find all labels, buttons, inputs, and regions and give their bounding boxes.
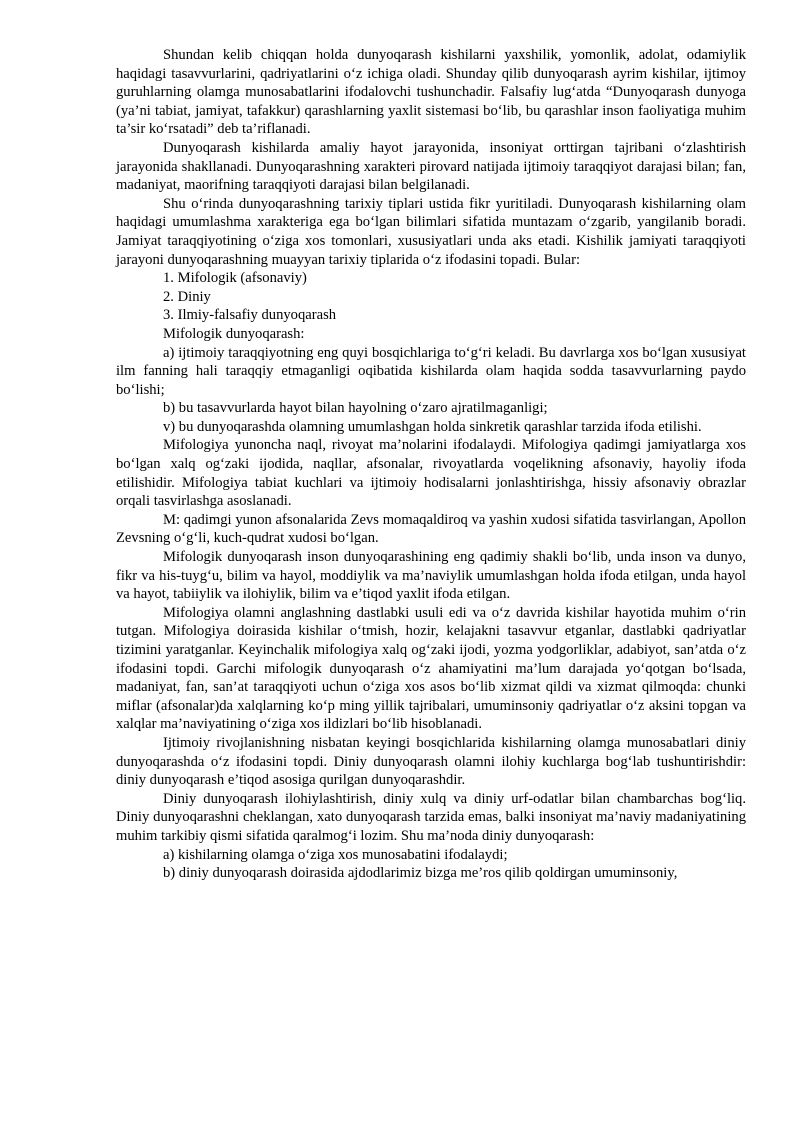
list-item-b-mythological: b) bu tasavvurlarda hayot bilan hayolning o‘zaro ajratilmaganligi;	[163, 400, 548, 417]
paragraph-worldview-definition: Shundan kelib chiqqan holda dunyoqarash kishilarni yaxshilik, yomonlik, adolat, odamiylik haqidagi tasavvurlarini, qadriyatlarini o‘z ichiga oladi. Shunday qilib dunyoqarash ayrim kishilar, ijtimoy guruhlarning olamga munosabatlarini ifodalovchi tushunchadir. Falsafiy lug‘atda “Dunyoqarash dunyoga (ya’ni tabiat, jamiyat, tafakkur) qarashlarning yaxlit sistemasi bo‘lib, bu qarashlar inson faoliyatiga muhim ta’sir ko‘rsatadi” deb ta’riflanadi.	[116, 47, 746, 138]
subheading-mythological-worldview: Mifologik dunyoqarash:	[163, 325, 305, 342]
paragraph-religious-significance: Diniy dunyoqarash ilohiylashtirish, diniy xulq va diniy urf-odatlar bilan chambarchas bog‘liq. Diniy dunyoqarashni cheklangan, xato dunyoqarash tarzida emas, balki insoniyat ma’naviy madaniyatining muhim tarkibiy qismi sifatida qaralmog‘i lozim. Shu ma’noda diniy dunyoqarash:	[116, 790, 746, 844]
paragraph-mythology-role: Mifologiya olamni anglashning dastlabki usuli edi va o‘z davrida kishilar hayotida muhim o‘rin tutgan. Mifologiya doirasida kishilar o‘tmish, hozir, kelajakni tasavvur etganlar, dastlabki qadriyatlar tizimini yaratganlar. Keyinchalik mifologiya xalq og‘zaki ijodi, yozma yodgorliklar, adabiyot, san’atda o‘z ifodasini topdi. Garchi mifologik dunyoqarash o‘z ahamiyatini ma’lum darajada yo‘qotgan bo‘lsada, madaniyat, fan, san’at taraqqiyoti uchun o‘ziga xos asos bo‘lib xizmat qildi va xizmat qilmoqda: chunki miflar (afsonalar)da xalqlarning ko‘p ming yillik tajribalari, umuminsoniy qadriyatlar o‘z aksini topgan va xalqlar ma’naviyatining o‘ziga xos ildizlari bo‘lib hisoblanadi.	[116, 604, 746, 733]
paragraph-worldview-formation: Dunyoqarash kishilarda amaliy hayot jarayonida, insoniyat orttirgan tajribani o‘zlashtirish jarayonida shakllanadi. Dunyoqarashning xarakteri pirovard natijada ijtimoiy taraqqiyot darajasi bilan; fan, madaniyat, maorifning taraqqiyoti darajasi bilan belgilanadi.	[116, 139, 746, 194]
list-item-religious: 2. Diniy	[163, 288, 211, 305]
list-item-b-religious: b) diniy dunyoqarash doirasida ajdodlarimiz bizga me’ros qilib qoldirgan umuminsoniy,	[163, 865, 678, 882]
paragraph-religious-worldview: Ijtimoiy rivojlanishning nisbatan keyingi bosqichlarida kishilarning olamga munosabatlari diniy dunyoqarashda o‘z ifodasini topdi. Diniy dunyoqarash olamni ilohiy kuchlarga bog‘lab tushuntirishdir: diniy dunyoqarash e’tiqod asosiga qurilgan dunyoqarashdir.	[116, 734, 746, 789]
paragraph-mythology-meaning: Mifologiya yunoncha naql, rivoyat ma’nolarini ifodalaydi. Mifologiya qadimgi jamiyatlarga xos bo‘lgan xalq og‘zaki ijodida, naqllar, afsonalar, rivoyatlarda voqelikning afsonaviy, hayoliy ifoda etilishidir. Mifologiya tabiat kuchlari va ijtimoiy hodisalarni jonlashtirishga, hissiy afsonaviy obrazlar orqali tasvirlashga asoslanadi.	[116, 437, 746, 510]
document-page	[116, 46, 746, 883]
paragraph-historical-types: Shu o‘rinda dunyoqarashning tarixiy tiplari ustida fikr yuritiladi. Dunyoqarash kishilarning olam haqidagi umumlashma xarakteriga ega bo‘lgan bilimlari sifatida muntazam o‘zgarib, yangilanib boradi. Jamiyat taraqqiyotining o‘ziga xos tomonlari, xususiyatlari unda aks etadi. Kishilik jamiyati taraqqiyoti jarayoni dunyoqarashning muayyan tarixiy tiplarida o‘z ifodasini topadi. Bular:	[116, 195, 746, 268]
list-item-mythological: 1. Mifologik (afsonaviy)	[163, 270, 307, 287]
list-item-a-mythological: a) ijtimoiy taraqqiyotning eng quyi bosqichlariga to‘g‘ri keladi. Bu davrlarga xos bo‘lgan xususiyat ilm fanning hali taraqqiy etmaganligi oqibatida kishilarda olam haqida sodda tasavvurlarning paydo bo‘lishi;	[116, 344, 746, 398]
list-item-a-religious: a) kishilarning olamga o‘ziga xos munosabatini ifodalaydi;	[163, 846, 508, 863]
paragraph-greek-example: M: qadimgi yunon afsonalarida Zevs momaqaldiroq va yashin xudosi sifatida tasvirlangan, Apollon Zevsning o‘g‘li, kuch-qudrat xudosi bo‘lgan.	[116, 511, 746, 547]
list-item-v-mythological: v) bu dunyoqarashda olamning umumlashgan holda sinkretik qarashlar tarzida ifoda etilishi.	[163, 418, 702, 435]
list-item-scientific-philosophical: 3. Ilmiy-falsafiy dunyoqarash	[163, 307, 337, 324]
paragraph-oldest-form: Mifologik dunyoqarash inson dunyoqarashining eng qadimiy shakli bo‘lib, unda inson va dunyo, fikr va his-tuyg‘u, bilim va hayol, moddiylik va ma’naviylik umumlashgan holda ifoda etilgan, unda hayol va hayot, tabiiylik va ilohiylik, bilim va e’tiqod yaxlit ifoda etilgan.	[116, 549, 746, 603]
